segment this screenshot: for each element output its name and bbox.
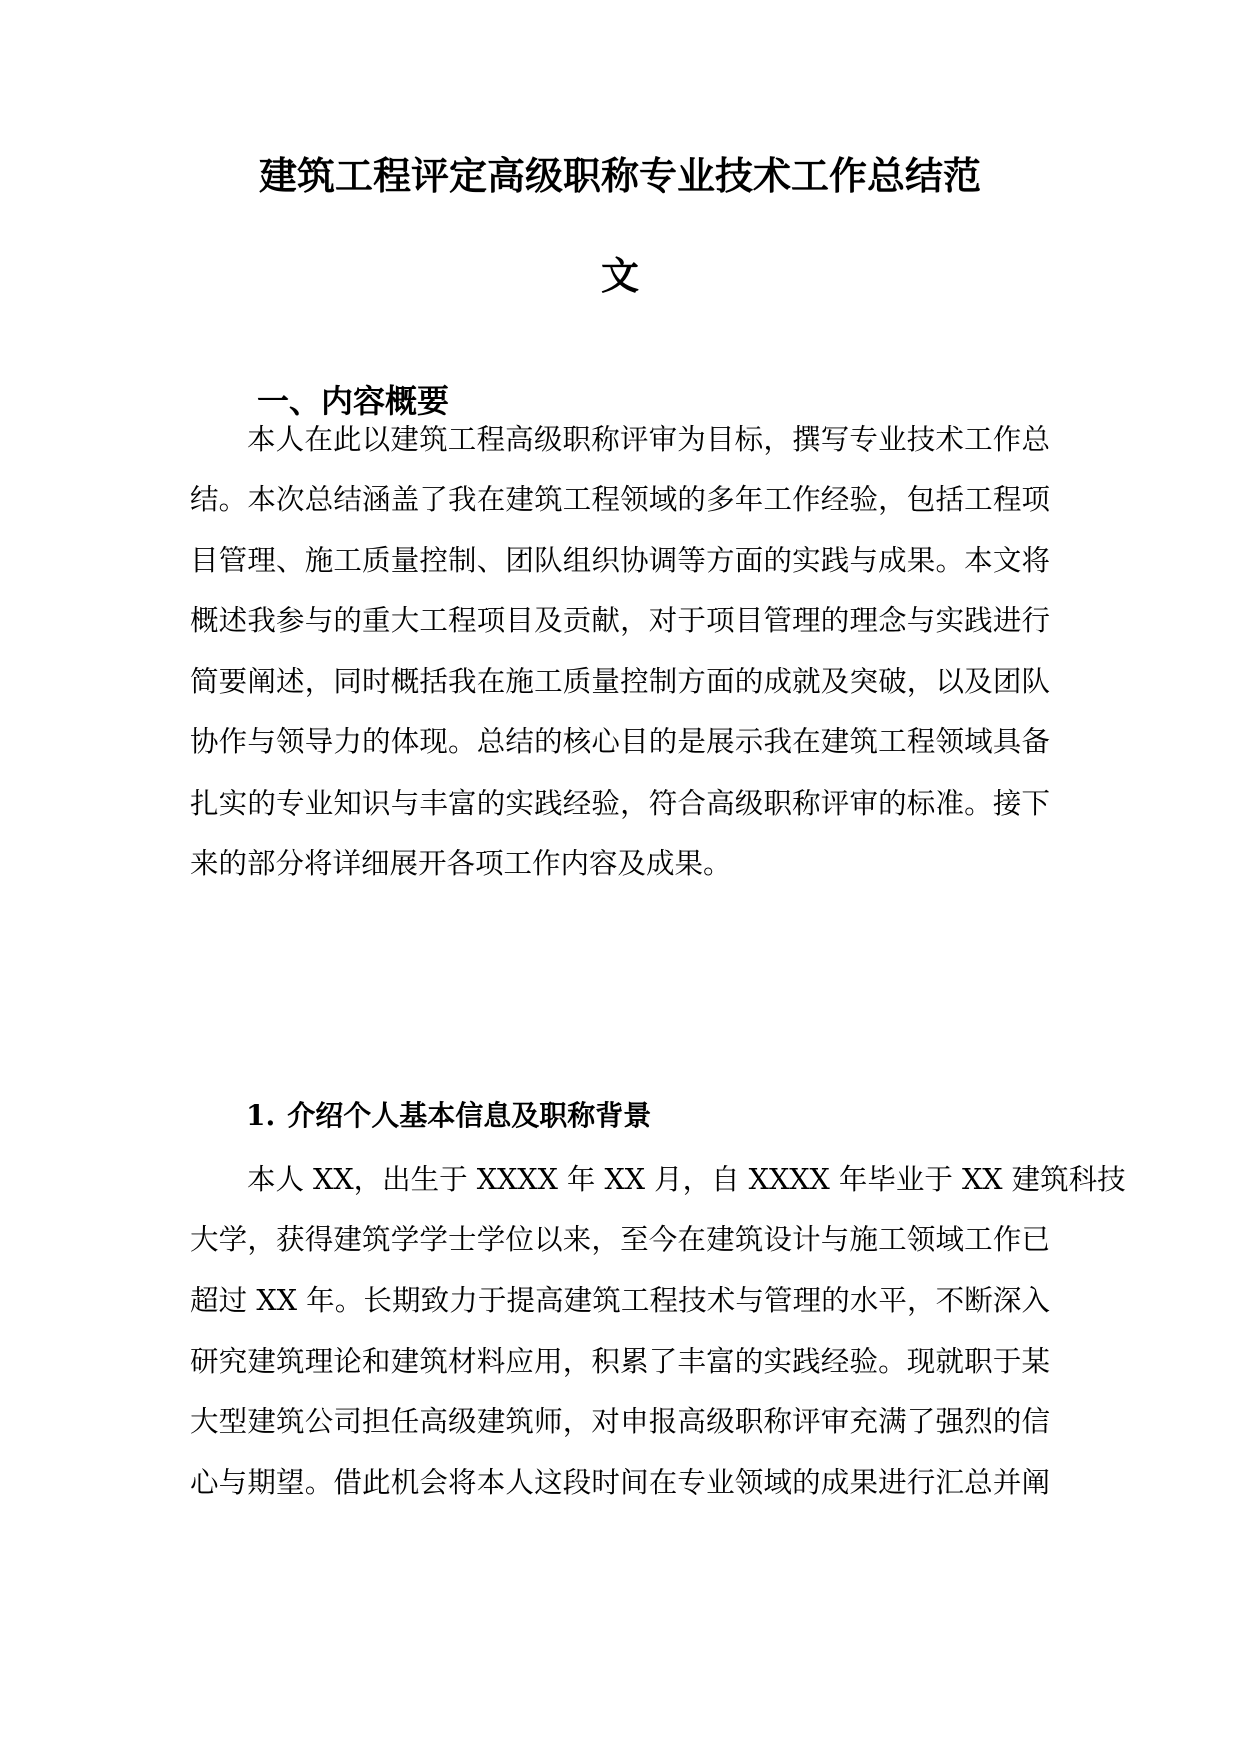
paragraph-line: 本人 XX，出生于 XXXX 年 XX 月，自 XXXX 年毕业于 XX 建筑科技 — [247, 1163, 1126, 1196]
section-heading-summary: 一、内容概要 — [257, 382, 450, 420]
subsection-number: 1. — [246, 1099, 276, 1132]
paragraph-line: 来的部分将详细展开各项工作内容及成果。 — [190, 847, 732, 880]
paragraph-line: 大型建筑公司担任高级建筑师，对申报高级职称评审充满了强烈的信 — [190, 1405, 1050, 1438]
document-title-line-2: 文 — [600, 253, 639, 298]
paragraph-line: 研究建筑理论和建筑材料应用，积累了丰富的实践经验。现就职于某 — [190, 1345, 1050, 1378]
paragraph-line: 目管理、施工质量控制、团队组织协调等方面的实践与成果。本文将 — [190, 544, 1050, 577]
paragraph-line: 概述我参与的重大工程项目及贡献，对于项目管理的理念与实践进行 — [190, 604, 1050, 637]
paragraph-line: 超过 XX 年。长期致力于提高建筑工程技术与管理的水平，不断深入 — [190, 1284, 1050, 1317]
paragraph-line: 扎实的专业知识与丰富的实践经验，符合高级职称评审的标准。接下 — [190, 787, 1050, 820]
paragraph-line: 结。本次总结涵盖了我在建筑工程领域的多年工作经验，包括工程项 — [190, 483, 1050, 516]
subsection-heading-personal-info — [246, 1097, 651, 1135]
paragraph-line: 本人在此以建筑工程高级职称评审为目标，撰写专业技术工作总 — [247, 423, 1050, 456]
paragraph-line: 协作与领导力的体现。总结的核心目的是展示我在建筑工程领域具备 — [190, 725, 1050, 758]
subsection-title: 介绍个人基本信息及职称背景 — [287, 1099, 652, 1132]
paragraph-line: 心与期望。借此机会将本人这段时间在专业领域的成果进行汇总并阐 — [190, 1466, 1050, 1499]
document-title-line-1: 建筑工程评定高级职称专业技术工作总结范 — [258, 153, 981, 198]
paragraph-line: 简要阐述，同时概括我在施工质量控制方面的成就及突破，以及团队 — [190, 665, 1050, 698]
paragraph-line: 大学，获得建筑学学士学位以来，至今在建筑设计与施工领域工作已 — [190, 1223, 1050, 1256]
